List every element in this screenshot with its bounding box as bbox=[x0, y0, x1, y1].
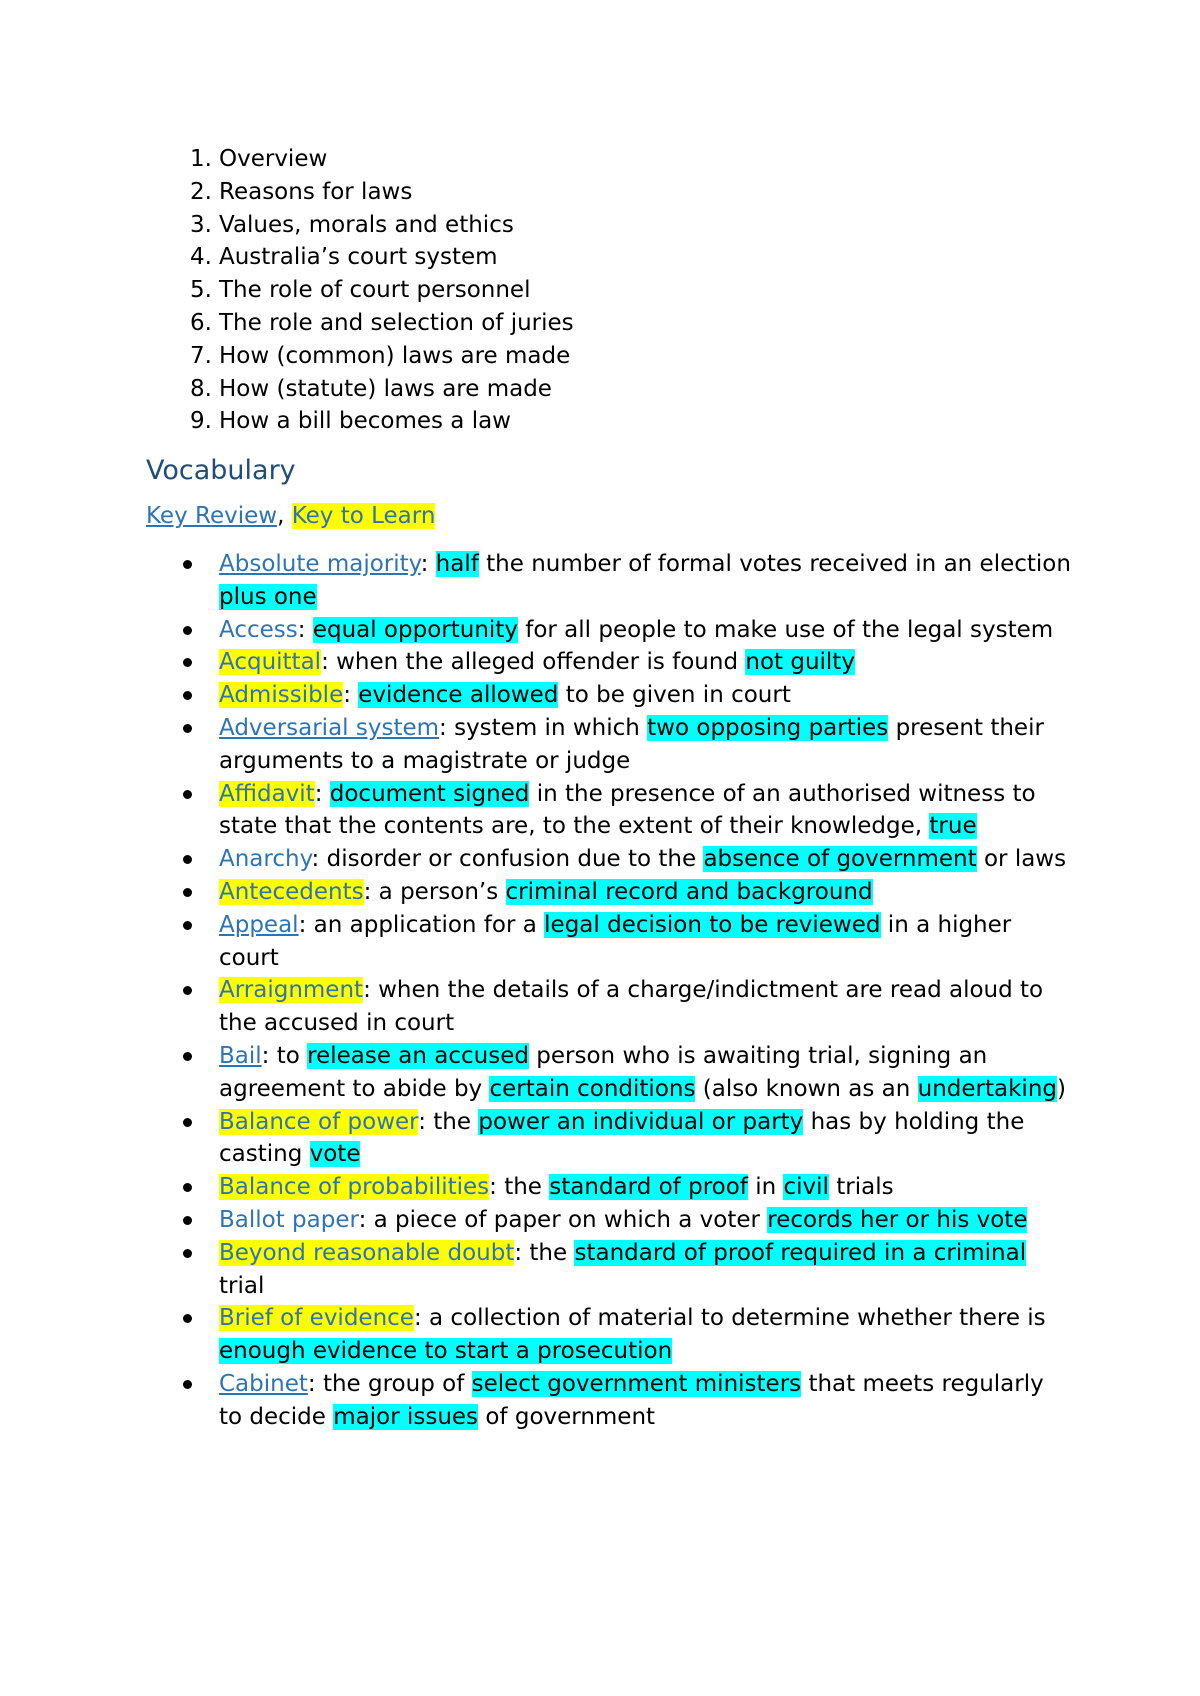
bullet-icon bbox=[183, 1314, 192, 1323]
highlighted-phrase: release an accused bbox=[307, 1042, 529, 1069]
highlighted-phrase: standard of proof required in a criminal bbox=[574, 1239, 1027, 1266]
definition-text: person who is awaiting trial, signing an agreement to abide by bbox=[219, 1042, 988, 1102]
bullet-icon bbox=[183, 626, 192, 635]
topic-number: 4. bbox=[190, 244, 212, 271]
topic-list bbox=[190, 143, 574, 438]
vocab-item bbox=[219, 1368, 1074, 1434]
topic-text: How (common) laws are made bbox=[219, 342, 571, 369]
definition-text: : a person’s bbox=[363, 878, 506, 905]
vocab-term: Arraignment bbox=[219, 977, 364, 1004]
topic-number: 9. bbox=[190, 408, 212, 435]
highlighted-phrase: half bbox=[435, 551, 479, 577]
highlighted-phrase: major issues bbox=[333, 1403, 479, 1430]
topic-number: 3. bbox=[190, 211, 212, 238]
topic-item bbox=[190, 241, 574, 274]
vocab-item bbox=[219, 1204, 1074, 1237]
vocab-item bbox=[219, 614, 1074, 647]
topic-number: 6. bbox=[190, 309, 212, 336]
vocab-term: Cabinet bbox=[219, 1370, 308, 1397]
vocab-term: Brief of evidence bbox=[219, 1305, 414, 1332]
topic-item bbox=[190, 143, 574, 176]
definition-text: present their arguments to a magistrate or judge bbox=[219, 714, 1044, 774]
bullet-icon bbox=[183, 921, 192, 930]
vocab-item bbox=[219, 974, 1074, 1040]
definition-text: : when the details of a charge/indictment are read aloud to the accused in court bbox=[219, 977, 1044, 1037]
vocab-term: Access bbox=[219, 616, 298, 643]
topic-text: Values, morals and ethics bbox=[219, 211, 514, 238]
topic-text: Reasons for laws bbox=[219, 178, 413, 205]
topic-text: How a bill becomes a law bbox=[219, 408, 511, 435]
definition-text: : the group of bbox=[307, 1370, 472, 1397]
bullet-icon bbox=[183, 724, 192, 733]
bullet-icon bbox=[183, 986, 192, 995]
vocab-term: Admissible bbox=[219, 682, 344, 709]
topic-number: 8. bbox=[190, 375, 212, 402]
highlighted-phrase: enough evidence to start a prosecution bbox=[219, 1338, 673, 1365]
vocab-term: Antecedents bbox=[219, 878, 364, 905]
definition-text: : when the alleged offender is found bbox=[321, 649, 746, 676]
highlighted-phrase: civil bbox=[783, 1174, 829, 1201]
highlighted-phrase: plus one bbox=[219, 583, 317, 610]
vocab-term: Absolute majority bbox=[219, 551, 421, 577]
vocab-item bbox=[219, 1302, 1074, 1368]
highlighted-phrase: not guilty bbox=[745, 649, 855, 676]
definition-text: the number of formal votes received in an election bbox=[478, 551, 1071, 577]
topic-text: Overview bbox=[219, 146, 328, 172]
vocab-term: Balance of probabilities bbox=[219, 1174, 490, 1201]
topic-number: 5. bbox=[190, 277, 212, 304]
vocab-item bbox=[219, 909, 1074, 975]
topic-item bbox=[190, 373, 574, 406]
vocab-term: Adversarial system bbox=[219, 714, 440, 741]
definition-text: : disorder or confusion due to the bbox=[311, 846, 704, 873]
vocab-term: Appeal bbox=[219, 911, 299, 938]
definition-text: (also known as an bbox=[695, 1075, 918, 1102]
highlighted-phrase: absence of government bbox=[703, 846, 977, 873]
highlighted-phrase: evidence allowed bbox=[358, 682, 559, 709]
definition-text: for all people to make use of the legal system bbox=[517, 616, 1054, 643]
definition-text: of government bbox=[478, 1403, 656, 1430]
bullet-icon bbox=[183, 1118, 192, 1127]
vocab-item bbox=[219, 876, 1074, 909]
vocab-item bbox=[219, 843, 1074, 876]
highlighted-phrase: true bbox=[929, 813, 977, 840]
definition-text: : bbox=[420, 551, 436, 577]
vocab-term: Ballot paper bbox=[219, 1206, 359, 1233]
vocab-item bbox=[219, 1106, 1074, 1172]
topic-item bbox=[190, 274, 574, 307]
vocab-item bbox=[219, 548, 1074, 614]
bullet-icon bbox=[183, 888, 192, 897]
topic-number: 7. bbox=[190, 342, 212, 369]
highlighted-phrase: select government ministers bbox=[471, 1370, 802, 1397]
definition-text: : bbox=[297, 616, 313, 643]
legend-key-to-learn: Key to Learn bbox=[291, 503, 436, 529]
topic-number: 2. bbox=[190, 178, 212, 205]
definition-text: : to bbox=[261, 1042, 308, 1069]
vocab-item bbox=[219, 646, 1074, 679]
definition-text: : a collection of material to determine whether there is bbox=[413, 1305, 1046, 1332]
bullet-icon bbox=[183, 1052, 192, 1061]
vocab-item bbox=[219, 679, 1074, 712]
highlighted-phrase: standard of proof bbox=[549, 1174, 748, 1201]
bullet-icon bbox=[183, 691, 192, 700]
vocab-term: Affidavit bbox=[219, 780, 315, 807]
highlighted-phrase: legal decision to be reviewed bbox=[544, 911, 881, 938]
bullet-icon bbox=[183, 1249, 192, 1258]
vocabulary-heading: Vocabulary bbox=[146, 455, 296, 486]
topic-item bbox=[190, 176, 574, 209]
definition-text: : bbox=[343, 682, 359, 709]
topic-item bbox=[190, 307, 574, 340]
highlighted-phrase: undertaking bbox=[917, 1075, 1057, 1102]
highlighted-phrase: equal opportunity bbox=[312, 616, 518, 643]
vocab-term: Acquittal bbox=[219, 649, 322, 676]
topic-text: The role and selection of juries bbox=[219, 309, 574, 336]
definition-text: : the bbox=[418, 1108, 479, 1135]
bullet-icon bbox=[183, 1216, 192, 1225]
definition-text: : an application for a bbox=[298, 911, 545, 938]
bullet-icon bbox=[183, 855, 192, 864]
vocab-item bbox=[219, 778, 1074, 844]
bullet-icon bbox=[183, 658, 192, 667]
legend-key-review: Key Review bbox=[146, 503, 278, 529]
definition-text: in the presence of an authorised witness to state that the contents are, to the extent of their knowledge, bbox=[219, 780, 1036, 840]
definition-text: to be given in court bbox=[558, 682, 791, 709]
vocab-item bbox=[219, 1040, 1074, 1106]
definition-text: in a higher court bbox=[219, 911, 1012, 971]
definition-text: : the bbox=[514, 1239, 575, 1266]
vocab-item bbox=[219, 712, 1074, 778]
topic-text: How (statute) laws are made bbox=[219, 375, 552, 402]
definition-text: or laws bbox=[976, 846, 1067, 873]
highlighted-phrase: power an individual or party bbox=[478, 1108, 804, 1135]
vocab-item bbox=[219, 1171, 1074, 1204]
topic-item bbox=[190, 209, 574, 242]
definition-text: trials bbox=[828, 1174, 894, 1201]
topic-text: Australia’s court system bbox=[219, 244, 498, 271]
definition-text: : bbox=[314, 780, 330, 807]
bullet-icon bbox=[183, 1183, 192, 1192]
highlighted-phrase: document signed bbox=[329, 780, 530, 807]
vocab-term: Bail bbox=[219, 1042, 262, 1069]
definition-text: trial bbox=[219, 1272, 265, 1299]
highlighted-phrase: records her or his vote bbox=[767, 1206, 1028, 1233]
vocab-item bbox=[219, 1237, 1074, 1303]
definition-text: ) bbox=[1057, 1075, 1066, 1102]
definition-text: : the bbox=[489, 1174, 550, 1201]
highlight-legend bbox=[146, 500, 435, 532]
highlighted-phrase: certain conditions bbox=[489, 1075, 696, 1102]
topic-text: The role of court personnel bbox=[219, 277, 531, 304]
highlighted-phrase: two opposing parties bbox=[647, 714, 889, 741]
bullet-icon bbox=[183, 560, 192, 569]
definition-text: : a piece of paper on which a voter bbox=[358, 1206, 768, 1233]
definition-text: has by holding the casting bbox=[219, 1108, 1025, 1168]
vocab-term: Balance of power bbox=[219, 1108, 419, 1135]
definition-text: that meets regularly to decide bbox=[219, 1370, 1044, 1430]
highlighted-phrase: vote bbox=[309, 1141, 361, 1168]
highlighted-phrase: criminal record and background bbox=[505, 878, 873, 905]
definition-text: : system in which bbox=[439, 714, 648, 741]
bullet-icon bbox=[183, 1380, 192, 1389]
legend-separator: , bbox=[277, 503, 292, 529]
vocabulary-list bbox=[219, 548, 1074, 1434]
vocab-term: Beyond reasonable doubt bbox=[219, 1239, 515, 1266]
topic-item bbox=[190, 340, 574, 373]
definition-text: in bbox=[747, 1174, 784, 1201]
topic-number: 1. bbox=[190, 146, 212, 172]
topic-item bbox=[190, 405, 574, 438]
bullet-icon bbox=[183, 790, 192, 799]
vocab-term: Anarchy bbox=[219, 846, 312, 873]
